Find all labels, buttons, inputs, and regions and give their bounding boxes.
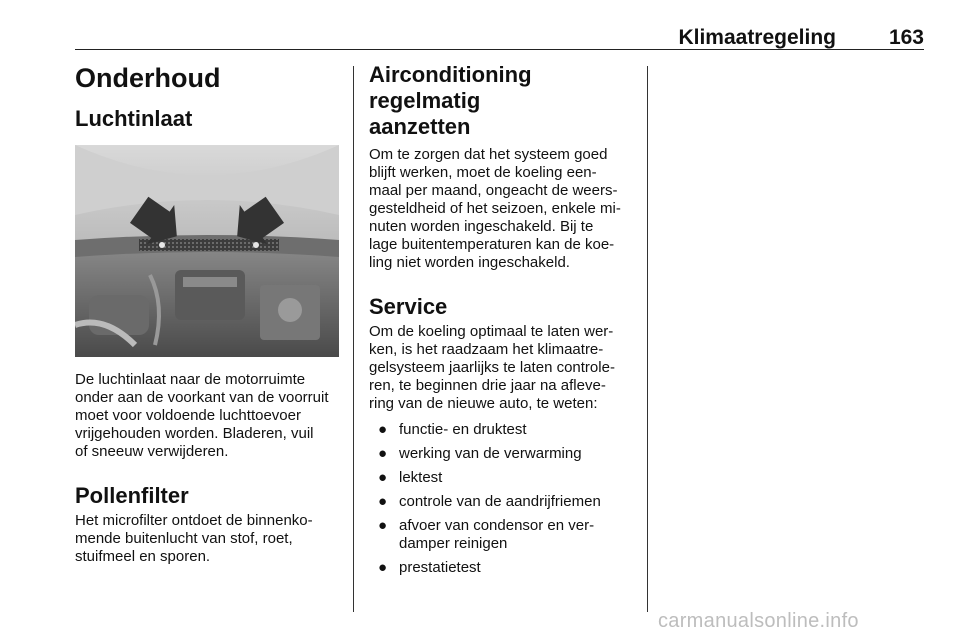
text-line: onder aan de voorkant van de voorruit — [75, 389, 329, 406]
engine-bay-illustration — [75, 145, 339, 357]
list-item-text: damper reinigen — [399, 535, 508, 552]
text-line: moet voor voldoende luchttoevoer — [75, 407, 301, 424]
airconditioning-paragraph — [369, 146, 637, 272]
service-checklist — [369, 421, 637, 577]
page-header-title: Klimaatregeling — [678, 26, 836, 49]
list-item-text: lektest — [399, 469, 443, 486]
text-line: blijft werken, moet de koeling een- — [369, 164, 597, 181]
list-item-text: controle van de aandrijfriemen — [399, 493, 601, 510]
list-item-text: prestatietest — [399, 559, 481, 576]
list-item — [369, 493, 637, 511]
list-item — [369, 469, 637, 487]
heading-pollenfilter: Pollenfilter — [75, 483, 189, 508]
list-item — [369, 421, 637, 439]
bullet-icon: ● — [378, 445, 388, 462]
bullet-icon: ● — [378, 421, 388, 438]
text-line: ring van de nieuwe auto, te weten: — [369, 395, 598, 412]
pollenfilter-paragraph — [75, 512, 341, 566]
text-line: De luchtinlaat naar de motorruimte — [75, 371, 306, 388]
watermark: carmanualsonline.info — [658, 610, 859, 632]
text-line: vrijgehouden worden. Bladeren, vuil — [75, 425, 314, 442]
heading-line: aanzetten — [369, 114, 471, 139]
luchtinlaat-paragraph — [75, 371, 341, 461]
text-line: gesteldheid of het seizoen, enkele mi- — [369, 200, 621, 217]
left-column — [75, 62, 341, 566]
text-line: Om te zorgen dat het systeem goed — [369, 146, 608, 163]
list-item — [369, 559, 637, 577]
text-line: ling niet worden ingeschakeld. — [369, 254, 570, 271]
header-rule — [75, 49, 924, 50]
text-line: Om de koeling optimaal te laten wer- — [369, 323, 614, 340]
right-column — [369, 62, 637, 583]
text-line: ren, te beginnen drie jaar na afleve- — [369, 377, 606, 394]
text-line: lage buitentemperaturen kan de koe- — [369, 236, 615, 253]
bullet-icon: ● — [378, 559, 388, 576]
heading-line: Airconditioning regelmatig — [369, 62, 532, 113]
text-line: Het microfilter ontdoet de binnenko- — [75, 512, 313, 529]
heading-airconditioning — [369, 62, 637, 140]
heading-service: Service — [369, 294, 448, 319]
list-item — [369, 445, 637, 463]
text-line: of sneeuw verwijderen. — [75, 443, 229, 460]
section-title-onderhoud: Onderhoud — [75, 63, 221, 93]
text-line: nuten worden ingeschakeld. Bij te — [369, 218, 594, 235]
text-line: maal per maand, ongeacht de weers- — [369, 182, 618, 199]
heading-luchtinlaat: Luchtinlaat — [75, 106, 193, 131]
bullet-icon: ● — [378, 469, 388, 486]
bullet-icon: ● — [378, 493, 388, 510]
list-item-text: functie- en druktest — [399, 421, 527, 438]
text-line: stuifmeel en sporen. — [75, 548, 211, 565]
list-item-text: afvoer van condensor en ver- — [399, 517, 595, 534]
text-line: gelsysteem jaarlijks te laten controle- — [369, 359, 615, 376]
column-divider-left — [353, 66, 354, 612]
service-paragraph — [369, 323, 637, 413]
text-line: mende buitenlucht van stof, roet, — [75, 530, 293, 547]
list-item — [369, 517, 637, 553]
column-divider-right — [647, 66, 648, 612]
bullet-icon: ● — [378, 517, 388, 534]
list-item-text: werking van de verwarming — [399, 445, 582, 462]
page-number: 163 — [888, 26, 924, 49]
text-line: ken, is het raadzaam het klimaatre- — [369, 341, 604, 358]
